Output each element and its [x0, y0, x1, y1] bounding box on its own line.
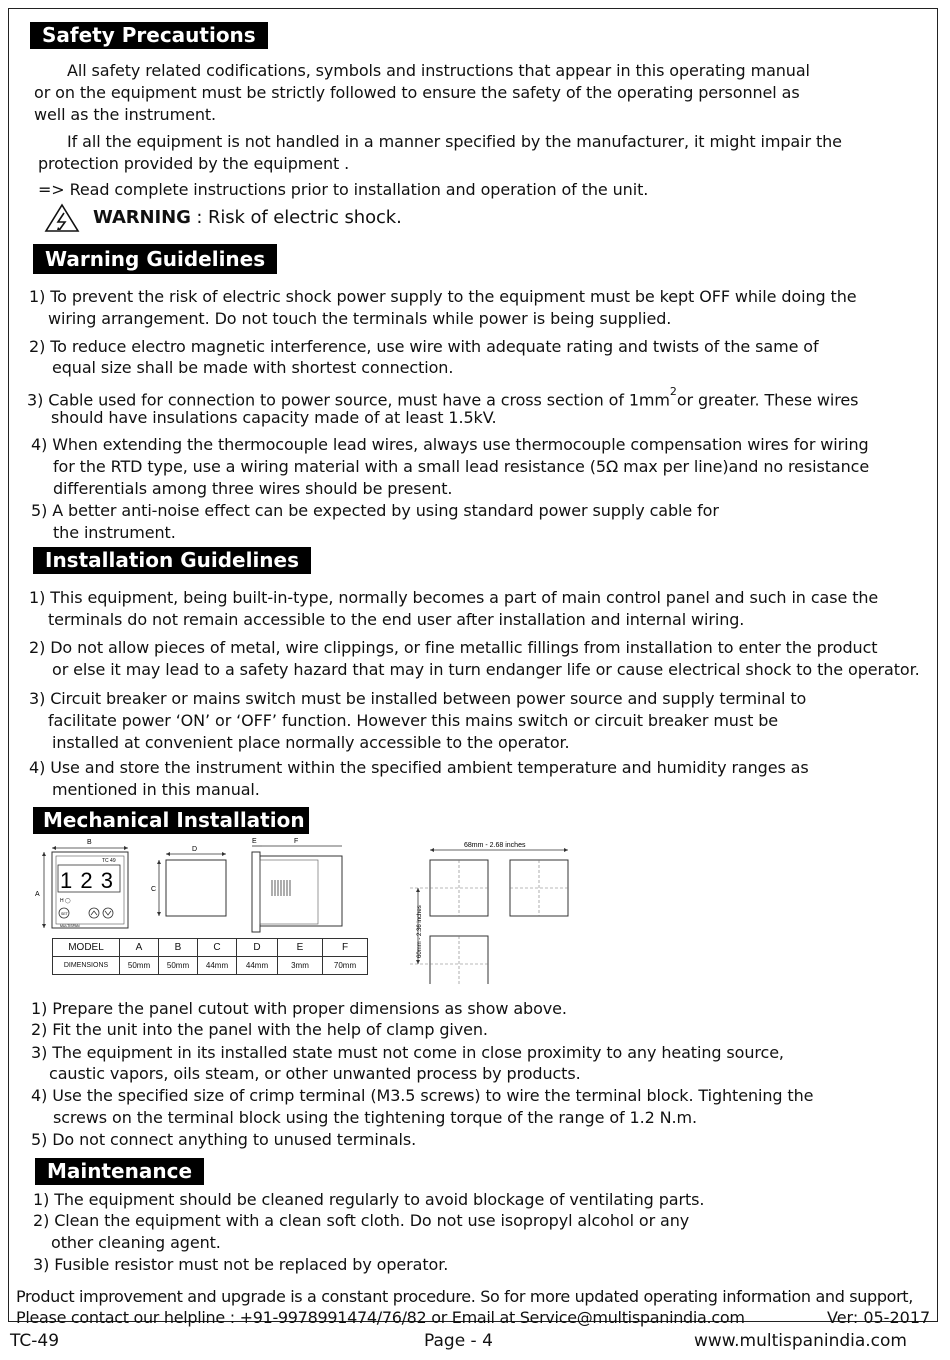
installation-item-1-line-1: 1) This equipment, being built-in-type, normally becomes a part of main control panel and such in case the	[29, 588, 879, 607]
maintenance-item-2-line-1: 2) Clean the equipment with a clean soft cloth. Do not use isopropyl alcohol or any	[33, 1211, 690, 1230]
dim-a-label: A	[35, 891, 40, 898]
table-cell: DIMENSIONS	[53, 957, 120, 975]
warning-item-4-line-1: 4) When extending the thermocouple lead wires, always use thermocouple compensation wires for wiring	[31, 435, 869, 454]
warning-item-5-line-2: the instrument.	[53, 523, 176, 542]
mechanical-item-5: 5) Do not connect anything to unused terminals.	[31, 1130, 417, 1149]
side-view	[252, 838, 342, 932]
warning-item-1-line-1: 1) To prevent the risk of electric shock power supply to the equipment must be kept OFF while doing the	[29, 287, 857, 306]
warning-text: : Risk of electric shock.	[190, 207, 402, 228]
installation-item-3-line-3: installed at convenient place normally accessible to the operator.	[52, 733, 570, 752]
dim-f-label: F	[294, 838, 299, 845]
table-header: F	[323, 939, 368, 957]
dim-d-label: D	[192, 846, 198, 853]
warning-item-2-line-1: 2) To reduce electro magnetic interference, use wire with adequate rating and twists of the same of	[29, 337, 819, 356]
display-value: 1 2 3	[60, 868, 114, 893]
svg-text:H ◯: H ◯	[60, 898, 71, 904]
up-key-icon	[89, 908, 99, 918]
table-header: E	[278, 939, 323, 957]
installation-item-4-line-1: 4) Use and store the instrument within the specified ambient temperature and humidity ranges as	[29, 758, 809, 777]
installation-item-2-line-2: or else it may lead to a safety hazard that may in turn endanger life or cause electrical shock to the operator.	[52, 660, 920, 679]
dim-b-label: B	[87, 839, 92, 846]
mechanical-item-4-line-1: 4) Use the specified size of crimp terminal (M3.5 screws) to wire the terminal block. Tightening the	[31, 1086, 814, 1105]
installation-item-4-line-2: mentioned in this manual.	[52, 780, 260, 799]
warning-statement	[93, 207, 402, 229]
warning-item-1-line-2: wiring arrangement. Do not touch the terminals while power is being supplied.	[48, 309, 672, 328]
safety-paragraph-1-line-2: or on the equipment must be strictly followed to ensure the safety of the operating personnel as	[34, 83, 800, 102]
mechanical-item-4-line-2: screws on the terminal block using the tightening torque of the range of 1.2 N.m.	[53, 1108, 697, 1127]
installation-item-3-line-2: facilitate power ‘ON’ or ‘OFF’ function. However this mains switch or circuit breaker must be	[48, 711, 779, 730]
mechanical-item-1: 1) Prepare the panel cutout with proper dimensions as show above.	[31, 999, 567, 1018]
table-header: C	[198, 939, 237, 957]
table-cell: 50mm	[120, 957, 159, 975]
footer-note-line-2: Please contact our helpline : +91-9978991474/76/82 or Email at Service@multispanindia.com	[16, 1308, 745, 1327]
warning-item-3-line-2: should have insulations capacity made of at least 1.5kV.	[51, 408, 497, 427]
dimensions-table	[52, 938, 368, 975]
safety-paragraph-1-line-1: All safety related codifications, symbols and instructions that appear in this operating manual	[67, 61, 810, 80]
warning-item-2-line-2: equal size shall be made with shortest connection.	[52, 358, 454, 377]
mechanical-item-2: 2) Fit the unit into the panel with the help of clamp given.	[31, 1020, 488, 1039]
maintenance-heading: Maintenance	[35, 1158, 204, 1185]
table-cell: 44mm	[198, 957, 237, 975]
footer-page-number: Page - 4	[424, 1331, 493, 1351]
table-header: A	[120, 939, 159, 957]
installation-guidelines-heading: Installation Guidelines	[33, 547, 311, 574]
warning-item-3-text-b: or greater. These wires	[676, 390, 859, 410]
installation-item-3-line-1: 3) Circuit breaker or mains switch must be installed between power source and supply terminal to	[29, 689, 807, 708]
warning-item-4-line-3: differentials among three wires should be present.	[53, 479, 453, 498]
brand-label: MULTISPAN	[60, 924, 80, 928]
table-header-row	[53, 939, 368, 957]
front-view	[35, 839, 128, 928]
table-header: MODEL	[53, 939, 120, 957]
warning-label: WARNING	[93, 207, 191, 228]
table-cell: 50mm	[159, 957, 198, 975]
footer-model: TC-49	[10, 1331, 60, 1351]
warning-guidelines-heading: Warning Guidelines	[33, 244, 277, 274]
superscript-2: 2	[669, 385, 677, 398]
footer-website: www.multispanindia.com	[694, 1331, 907, 1351]
table-header: D	[237, 939, 278, 957]
set-key-label: SET	[61, 912, 68, 916]
footer-version: Ver: 05-2017	[827, 1308, 931, 1327]
cutout-height-label: 60mm - 2.36 inches	[417, 905, 423, 958]
maintenance-item-3: 3) Fusible resistor must not be replaced by operator.	[33, 1255, 449, 1274]
electric-shock-warning-icon	[44, 203, 80, 233]
warning-item-3-text-a: 3) Cable used for connection to power source, must have a cross section of 1mm	[27, 390, 670, 410]
panel-view	[151, 846, 226, 916]
table-cell: 70mm	[323, 957, 368, 975]
mechanical-item-3-line-1: 3) The equipment in its installed state must not come in close proximity to any heating source,	[31, 1043, 784, 1062]
table-header: B	[159, 939, 198, 957]
maintenance-item-2-line-2: other cleaning agent.	[51, 1233, 221, 1252]
device-model-label: TC 49	[102, 858, 116, 864]
panel-cutout-diagram	[410, 842, 568, 984]
mechanical-item-3-line-2: caustic vapors, oils steam, or other unwanted process by products.	[49, 1064, 581, 1083]
mechanical-installation-heading: Mechanical Installation	[33, 807, 309, 834]
dim-c-label: C	[151, 886, 157, 893]
down-key-icon	[103, 908, 113, 918]
table-cell: 44mm	[237, 957, 278, 975]
installation-item-1-line-2: terminals do not remain accessible to the end user after installation and internal wiring.	[48, 610, 745, 629]
safety-precautions-heading: Safety Precautions	[30, 22, 268, 49]
table-row	[53, 957, 368, 975]
warning-item-5-line-1: 5) A better anti-noise effect can be expected by using standard power supply cable for	[31, 501, 719, 520]
safety-paragraph-2-line-2: protection provided by the equipment .	[38, 154, 350, 173]
installation-item-2-line-1: 2) Do not allow pieces of metal, wire clippings, or fine metallic fillings from installation to enter the product	[29, 638, 878, 657]
table-cell: 3mm	[278, 957, 323, 975]
dim-e-label: E	[252, 838, 257, 845]
warning-item-4-line-2: for the RTD type, use a wiring material with a small lead resistance (5Ω max per line)and no resistance	[53, 457, 870, 476]
safety-paragraph-1-line-3: well as the instrument.	[34, 105, 217, 124]
safety-paragraph-2-line-1: If all the equipment is not handled in a manner specified by the manufacturer, it might impair the	[67, 132, 842, 151]
maintenance-item-1: 1) The equipment should be cleaned regularly to avoid blockage of ventilating parts.	[33, 1190, 705, 1209]
safety-read-instructions: => Read complete instructions prior to installation and operation of the unit.	[38, 180, 649, 199]
cutout-width-label: 68mm - 2.68 inches	[464, 842, 526, 849]
footer-note-line-1: Product improvement and upgrade is a constant procedure. So for more updated operating information and support,	[16, 1287, 913, 1306]
